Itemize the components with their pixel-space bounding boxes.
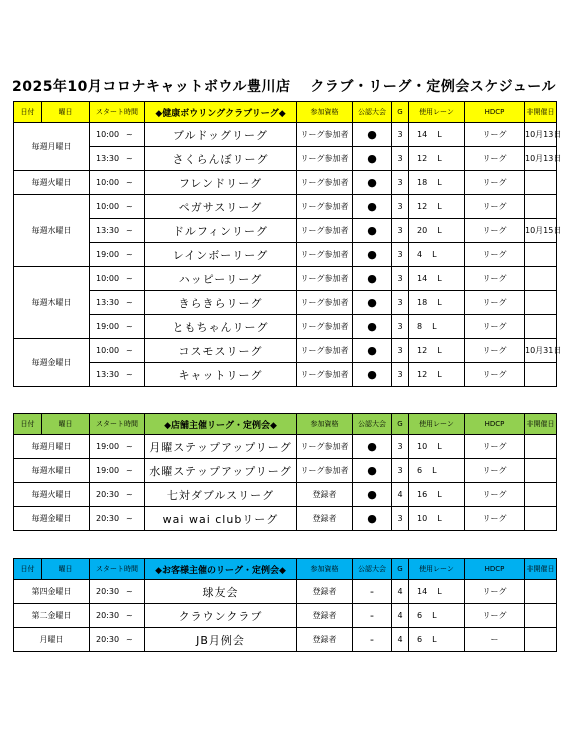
closed-day: 10月15日 [525,219,557,243]
lane-unit: L [437,154,442,163]
lanes-cell [409,580,465,604]
tilde: ~ [126,154,133,163]
lane-count: 16 [417,490,428,499]
hdcp: リーグ [465,243,525,267]
tilde: ~ [126,635,133,644]
league-name: ブルドッグリーグ [145,123,297,147]
lane-count: 10 [417,514,428,523]
start-time-cell [90,195,145,219]
games: 4 [392,483,409,507]
official-mark: ● [353,435,392,459]
tilde: ~ [126,202,133,211]
col-date: 日付 [14,559,42,580]
hdcp: リーグ [465,604,525,628]
qualification: リーグ参加者 [297,195,353,219]
lane-unit: L [432,466,437,475]
col-lanes: 使用レーン [409,102,465,123]
closed-day [525,363,557,387]
closed-day [525,291,557,315]
official-mark: ● [353,315,392,339]
start-time-cell [90,363,145,387]
weekday-cell: 毎週水曜日 [14,459,90,483]
page-title: 2025年10月コロナキャットボウル豊川店 クラブ・リーグ・定例会スケジュール [11,79,557,95]
lanes-cell [409,315,465,339]
lane-unit: L [437,490,442,499]
lane-unit: L [437,370,442,379]
official-mark: ● [353,195,392,219]
qualification: リーグ参加者 [297,363,353,387]
weekday-cell: 毎週火曜日 [14,171,90,195]
official-mark: ● [353,147,392,171]
weekday-cell: 毎週火曜日 [14,483,90,507]
table-row [14,507,557,531]
official-mark: ● [353,123,392,147]
league-name: さくらんぼリーグ [145,147,297,171]
league-name: キャットリーグ [145,363,297,387]
qualification: 登録者 [297,580,353,604]
lane-count: 6 [417,635,423,644]
start-time: 10:00 [96,130,120,139]
col-weekday: 曜日 [42,414,90,435]
lanes-cell [409,243,465,267]
league-name: wai wai clubリーグ [145,507,297,531]
hdcp: リーグ [465,459,525,483]
table-customer-leagues [13,558,557,652]
col-official: 公認大会 [353,102,392,123]
qualification: リーグ参加者 [297,171,353,195]
hdcp: リーグ [465,291,525,315]
lane-count: 12 [417,346,428,355]
start-time: 10:00 [96,274,120,283]
col-weekday: 曜日 [42,559,90,580]
lane-unit: L [437,226,442,235]
closed-day [525,483,557,507]
lane-count: 20 [417,226,428,235]
qualification: リーグ参加者 [297,267,353,291]
col-start-time: スタート時間 [90,559,145,580]
tilde: ~ [126,322,133,331]
lanes-cell [409,123,465,147]
lane-unit: L [437,514,442,523]
start-time: 20:30 [96,635,120,644]
hdcp: リーグ [465,483,525,507]
official-mark: ● [353,267,392,291]
lane-unit: L [437,298,442,307]
tilde: ~ [126,611,133,620]
lane-count: 12 [417,154,428,163]
table-row [14,171,557,195]
start-time-cell [90,507,145,531]
lane-unit: L [437,178,442,187]
qualification: リーグ参加者 [297,219,353,243]
lane-unit: L [437,274,442,283]
lane-unit: L [437,587,442,596]
lanes-cell [409,483,465,507]
official-mark: ● [353,243,392,267]
games: 4 [392,580,409,604]
start-time: 20:30 [96,490,120,499]
closed-day [525,459,557,483]
closed-day [525,628,557,652]
lanes-cell [409,435,465,459]
tilde: ~ [126,490,133,499]
tilde: ~ [126,370,133,379]
games: 4 [392,628,409,652]
col-qualification: 参加資格 [297,559,353,580]
table-row [14,147,557,171]
start-time: 10:00 [96,178,120,187]
games: 3 [392,171,409,195]
col-official: 公認大会 [353,414,392,435]
lanes-cell [409,219,465,243]
qualification: リーグ参加者 [297,315,353,339]
closed-day [525,604,557,628]
weekday-cell: 毎週月曜日 [14,123,90,171]
games: 3 [392,339,409,363]
start-time-cell [90,580,145,604]
hdcp: リーグ [465,339,525,363]
col-closed-day: 非開催日 [525,102,557,123]
qualification: リーグ参加者 [297,459,353,483]
qualification: リーグ参加者 [297,339,353,363]
lane-unit: L [432,635,437,644]
lane-count: 12 [417,370,428,379]
closed-day [525,267,557,291]
league-name: レインボーリーグ [145,243,297,267]
col-official: 公認大会 [353,559,392,580]
lane-count: 6 [417,611,423,620]
lanes-cell [409,267,465,291]
league-name: フレンドリーグ [145,171,297,195]
col-date: 日付 [14,102,42,123]
start-time-cell [90,219,145,243]
lane-count: 14 [417,587,428,596]
start-time: 19:00 [96,466,120,475]
start-time-cell [90,291,145,315]
hdcp: ー [465,628,525,652]
table-row [14,315,557,339]
closed-day [525,243,557,267]
start-time: 19:00 [96,442,120,451]
tilde: ~ [126,298,133,307]
start-time-cell [90,483,145,507]
official-mark: - [353,604,392,628]
tilde: ~ [126,587,133,596]
lanes-cell [409,604,465,628]
closed-day [525,580,557,604]
table-row [14,339,557,363]
league-name: ハッピーリーグ [145,267,297,291]
table-club-leagues [13,101,562,387]
weekday-cell: 第四金曜日 [14,580,90,604]
hdcp: リーグ [465,147,525,171]
hdcp: リーグ [465,363,525,387]
official-mark: - [353,580,392,604]
table-row [14,435,557,459]
lane-unit: L [437,130,442,139]
start-time: 19:00 [96,322,120,331]
closed-day [525,435,557,459]
start-time-cell [90,123,145,147]
section-heading: ◆お客様主催のリーグ・定例会◆ [145,559,297,580]
hdcp: リーグ [465,267,525,291]
table-row [14,291,557,315]
lane-count: 18 [417,178,428,187]
league-name: 球友会 [145,580,297,604]
table-store-leagues [13,413,557,531]
lane-count: 12 [417,202,428,211]
col-start-time: スタート時間 [90,102,145,123]
official-mark: ● [353,483,392,507]
start-time: 13:30 [96,370,120,379]
header-row [14,414,557,435]
weekday-cell: 毎週月曜日 [14,435,90,459]
lane-count: 18 [417,298,428,307]
official-mark: ● [353,291,392,315]
official-mark: ● [353,459,392,483]
lanes-cell [409,363,465,387]
lane-count: 14 [417,130,428,139]
weekday-cell: 毎週金曜日 [14,339,90,387]
lanes-cell [409,171,465,195]
start-time: 20:30 [96,587,120,596]
col-games: G [392,414,409,435]
official-mark: ● [353,171,392,195]
lane-count: 10 [417,442,428,451]
col-hdcp: HDCP [465,102,525,123]
weekday-cell: 毎週木曜日 [14,267,90,339]
start-time-cell [90,243,145,267]
section-heading: ◆健康ボウリングクラブリーグ◆ [145,102,297,123]
col-date: 日付 [14,414,42,435]
tilde: ~ [126,130,133,139]
start-time-cell [90,315,145,339]
league-name: 七対ダブルスリーグ [145,483,297,507]
league-name: 水曜ステップアップリーグ [145,459,297,483]
start-time-cell [90,628,145,652]
table-row [14,459,557,483]
games: 3 [392,147,409,171]
league-name: クラウンクラブ [145,604,297,628]
start-time: 13:30 [96,154,120,163]
games: 3 [392,507,409,531]
lane-count: 6 [417,466,423,475]
tilde: ~ [126,466,133,475]
games: 3 [392,435,409,459]
table-row [14,195,557,219]
qualification: 登録者 [297,628,353,652]
col-games: G [392,102,409,123]
table-row [14,267,557,291]
col-hdcp: HDCP [465,559,525,580]
table-row [14,363,557,387]
table-row [14,219,557,243]
tilde: ~ [126,250,133,259]
lane-unit: L [437,202,442,211]
col-closed-day: 非開催日 [525,414,557,435]
table-row [14,628,557,652]
closed-day [525,507,557,531]
start-time: 20:30 [96,514,120,523]
lane-unit: L [437,442,442,451]
lane-count: 14 [417,274,428,283]
official-mark: - [353,628,392,652]
start-time-cell [90,459,145,483]
lane-count: 4 [417,250,423,259]
lanes-cell [409,507,465,531]
col-weekday: 曜日 [42,102,90,123]
lanes-cell [409,291,465,315]
hdcp: リーグ [465,195,525,219]
start-time-cell [90,267,145,291]
table-row [14,123,557,147]
start-time: 13:30 [96,226,120,235]
closed-day [525,171,557,195]
games: 3 [392,195,409,219]
qualification: リーグ参加者 [297,147,353,171]
tilde: ~ [126,442,133,451]
closed-day [525,195,557,219]
qualification: リーグ参加者 [297,291,353,315]
start-time: 20:30 [96,611,120,620]
games: 3 [392,459,409,483]
games: 3 [392,123,409,147]
weekday-cell: 第二金曜日 [14,604,90,628]
start-time-cell [90,604,145,628]
league-name: 月曜ステップアップリーグ [145,435,297,459]
header-row [14,102,557,123]
games: 3 [392,363,409,387]
start-time-cell [90,171,145,195]
lane-unit: L [432,322,437,331]
league-name: ドルフィンリーグ [145,219,297,243]
lanes-cell [409,195,465,219]
lane-count: 8 [417,322,423,331]
lanes-cell [409,628,465,652]
lanes-cell [409,459,465,483]
weekday-cell: 毎週金曜日 [14,507,90,531]
col-closed-day: 非開催日 [525,559,557,580]
col-lanes: 使用レーン [409,414,465,435]
closed-day: 10月13日 [525,147,557,171]
qualification: リーグ参加者 [297,123,353,147]
start-time: 10:00 [96,202,120,211]
table-row [14,483,557,507]
qualification: 登録者 [297,507,353,531]
official-mark: ● [353,219,392,243]
start-time: 13:30 [96,298,120,307]
hdcp: リーグ [465,435,525,459]
start-time: 19:00 [96,250,120,259]
qualification: 登録者 [297,604,353,628]
start-time: 10:00 [96,346,120,355]
hdcp: リーグ [465,507,525,531]
official-mark: ● [353,363,392,387]
tilde: ~ [126,226,133,235]
league-name: ペガサスリーグ [145,195,297,219]
lane-unit: L [432,611,437,620]
table-row [14,243,557,267]
col-hdcp: HDCP [465,414,525,435]
section-heading: ◆店舗主催リーグ・定例会◆ [145,414,297,435]
hdcp: リーグ [465,219,525,243]
games: 4 [392,604,409,628]
league-name: JB月例会 [145,628,297,652]
hdcp: リーグ [465,123,525,147]
lane-unit: L [432,250,437,259]
league-name: コスモスリーグ [145,339,297,363]
tilde: ~ [126,514,133,523]
start-time-cell [90,339,145,363]
col-games: G [392,559,409,580]
weekday-cell: 毎週水曜日 [14,195,90,267]
qualification: リーグ参加者 [297,435,353,459]
official-mark: ● [353,507,392,531]
league-name: ともちゃんリーグ [145,315,297,339]
games: 3 [392,291,409,315]
games: 3 [392,243,409,267]
weekday-cell: 月曜日 [14,628,90,652]
qualification: リーグ参加者 [297,243,353,267]
lane-unit: L [437,346,442,355]
col-lanes: 使用レーン [409,559,465,580]
header-row [14,559,557,580]
closed-day: 10月31日 [525,339,557,363]
games: 3 [392,219,409,243]
table-row [14,580,557,604]
start-time-cell [90,147,145,171]
start-time-cell [90,435,145,459]
closed-day: 10月13日 [525,123,557,147]
col-start-time: スタート時間 [90,414,145,435]
col-qualification: 参加資格 [297,414,353,435]
tilde: ~ [126,346,133,355]
games: 3 [392,315,409,339]
tilde: ~ [126,178,133,187]
league-name: きらきらリーグ [145,291,297,315]
closed-day [525,315,557,339]
hdcp: リーグ [465,171,525,195]
table-row [14,604,557,628]
hdcp: リーグ [465,315,525,339]
games: 3 [392,267,409,291]
lanes-cell [409,339,465,363]
col-qualification: 参加資格 [297,102,353,123]
lanes-cell [409,147,465,171]
hdcp: リーグ [465,580,525,604]
official-mark: ● [353,339,392,363]
qualification: 登録者 [297,483,353,507]
tilde: ~ [126,274,133,283]
